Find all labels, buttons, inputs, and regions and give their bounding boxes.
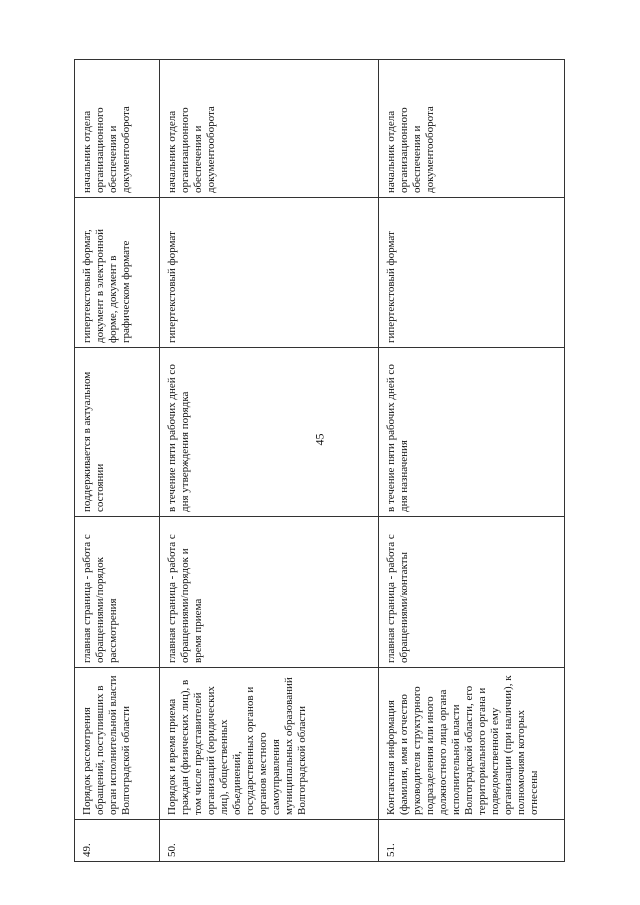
table-row xyxy=(160,60,379,862)
page-number: 45 xyxy=(312,433,327,446)
row-number-cell: 50. xyxy=(160,820,379,862)
info-name-cell: Порядок рассмотрения обращений, поступивших в орган исполнительной власти Волгоградской области xyxy=(75,668,160,820)
site-location-cell: главная страница - работа с обращениями/порядок и время приема xyxy=(160,517,379,668)
format-cell: гипертекстовый формат xyxy=(160,198,379,348)
row-number-cell: 49. xyxy=(75,820,160,862)
row-number-cell: 51. xyxy=(379,820,565,862)
site-location-cell: главная страница - работа с обращениями/контакты xyxy=(379,517,565,668)
rotated-table-container xyxy=(74,60,564,862)
info-name-cell: Контактная информация (фамилия, имя и отчество руководителя структурного подразделения или иного должностного лица органа исполнительной власти Волгоградской области, его территориального органа и подведомственной ему организации (при наличии), к полномочиям которых отнесены xyxy=(379,668,565,820)
info-table xyxy=(74,59,565,862)
info-name-cell: Порядок и время приема граждан (физических лиц), в том числе представителей организаций (юридических лиц), общественных объединений, государственных органов и органов местного самоуправления муниципальных образований Волгоградской области xyxy=(160,668,379,820)
responsible-cell: начальник отдела организационного обеспечения и документооборота xyxy=(75,60,160,198)
update-term-cell: в течение пяти рабочих дней со дня назначения xyxy=(379,348,565,517)
format-cell: гипертекстовый формат xyxy=(379,198,565,348)
site-location-cell: главная страница - работа с обращениями/порядок рассмотрения xyxy=(75,517,160,668)
table-row xyxy=(379,60,565,862)
table-row xyxy=(75,60,160,862)
responsible-cell: начальник отдела организационного обеспечения и документооборота xyxy=(160,60,379,198)
update-term-cell: поддерживается в актуальном состоянии xyxy=(75,348,160,517)
format-cell: гипертекстовый формат, документ в электронной форме, документ в графическом формате xyxy=(75,198,160,348)
update-term-cell: в течение пяти рабочих дней со дня утверждения порядка xyxy=(160,348,379,517)
responsible-cell: начальник отдела организационного обеспечения и документооборота xyxy=(379,60,565,198)
